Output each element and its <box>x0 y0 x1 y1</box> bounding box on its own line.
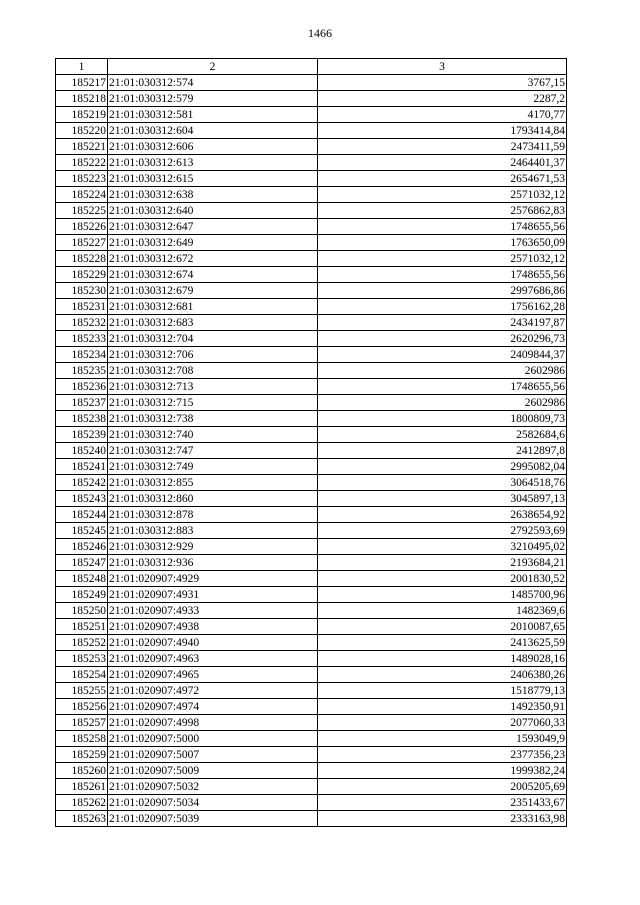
table-row <box>56 747 567 763</box>
cadastral-number-cell: 21:01:030312:740 <box>108 427 318 443</box>
table-row <box>56 443 567 459</box>
value-cell: 2654671,53 <box>318 171 567 187</box>
row-index-cell: 185241 <box>56 459 108 475</box>
table-row <box>56 731 567 747</box>
row-index-cell: 185246 <box>56 539 108 555</box>
value-cell: 2602986 <box>318 395 567 411</box>
cadastral-number-cell: 21:01:030312:883 <box>108 523 318 539</box>
value-cell: 1748655,56 <box>318 219 567 235</box>
cadastral-number-cell: 21:01:020907:4998 <box>108 715 318 731</box>
row-index-cell: 185249 <box>56 587 108 603</box>
value-cell: 1482369,6 <box>318 603 567 619</box>
table-row <box>56 315 567 331</box>
cadastral-number-cell: 21:01:030312:749 <box>108 459 318 475</box>
registry-table <box>55 58 567 827</box>
value-cell: 2406380,26 <box>318 667 567 683</box>
row-index-cell: 185223 <box>56 171 108 187</box>
table-row <box>56 683 567 699</box>
value-cell: 3767,15 <box>318 75 567 91</box>
row-index-cell: 185253 <box>56 651 108 667</box>
table-row <box>56 267 567 283</box>
table-row <box>56 715 567 731</box>
cadastral-number-cell: 21:01:020907:4931 <box>108 587 318 603</box>
page-number: 1466 <box>308 26 332 40</box>
table-row <box>56 603 567 619</box>
cadastral-number-cell: 21:01:030312:640 <box>108 203 318 219</box>
value-cell: 2571032,12 <box>318 187 567 203</box>
value-cell: 1800809,73 <box>318 411 567 427</box>
table-row <box>56 491 567 507</box>
cadastral-number-cell: 21:01:030312:638 <box>108 187 318 203</box>
cadastral-number-cell: 21:01:030312:606 <box>108 139 318 155</box>
row-index-cell: 185237 <box>56 395 108 411</box>
value-cell: 2005205,69 <box>318 779 567 795</box>
cadastral-number-cell: 21:01:030312:936 <box>108 555 318 571</box>
row-index-cell: 185228 <box>56 251 108 267</box>
value-cell: 2412897,8 <box>318 443 567 459</box>
value-cell: 2997686,86 <box>318 283 567 299</box>
table-row <box>56 363 567 379</box>
cadastral-number-cell: 21:01:030312:715 <box>108 395 318 411</box>
column-header-index: 1 <box>56 59 108 75</box>
cadastral-number-cell: 21:01:030312:683 <box>108 315 318 331</box>
cadastral-number-cell: 21:01:030312:679 <box>108 283 318 299</box>
value-cell: 1756162,28 <box>318 299 567 315</box>
cadastral-number-cell: 21:01:020907:5034 <box>108 795 318 811</box>
value-cell: 2582684,6 <box>318 427 567 443</box>
cadastral-number-cell: 21:01:030312:579 <box>108 91 318 107</box>
row-index-cell: 185251 <box>56 619 108 635</box>
value-cell: 1748655,56 <box>318 267 567 283</box>
table-row <box>56 667 567 683</box>
cadastral-number-cell: 21:01:030312:613 <box>108 155 318 171</box>
row-index-cell: 185239 <box>56 427 108 443</box>
cadastral-number-cell: 21:01:020907:5007 <box>108 747 318 763</box>
table-row <box>56 155 567 171</box>
cadastral-number-cell: 21:01:020907:5032 <box>108 779 318 795</box>
value-cell: 2792593,69 <box>318 523 567 539</box>
table-row <box>56 331 567 347</box>
table-row <box>56 427 567 443</box>
table-row <box>56 107 567 123</box>
value-cell: 2333163,98 <box>318 811 567 827</box>
table-row <box>56 75 567 91</box>
value-cell: 1763650,09 <box>318 235 567 251</box>
row-index-cell: 185221 <box>56 139 108 155</box>
cadastral-number-cell: 21:01:020907:4963 <box>108 651 318 667</box>
row-index-cell: 185227 <box>56 235 108 251</box>
table-row <box>56 459 567 475</box>
row-index-cell: 185243 <box>56 491 108 507</box>
table-row <box>56 187 567 203</box>
table-row <box>56 299 567 315</box>
value-cell: 1999382,24 <box>318 763 567 779</box>
value-cell: 1793414,84 <box>318 123 567 139</box>
value-cell: 2434197,87 <box>318 315 567 331</box>
value-cell: 1485700,96 <box>318 587 567 603</box>
value-cell: 2413625,59 <box>318 635 567 651</box>
value-cell: 2193684,21 <box>318 555 567 571</box>
row-index-cell: 185217 <box>56 75 108 91</box>
cadastral-number-cell: 21:01:020907:4938 <box>108 619 318 635</box>
cadastral-number-cell: 21:01:030312:704 <box>108 331 318 347</box>
cadastral-number-cell: 21:01:020907:4933 <box>108 603 318 619</box>
table-row <box>56 555 567 571</box>
table-row <box>56 283 567 299</box>
cadastral-number-cell: 21:01:030312:681 <box>108 299 318 315</box>
table-row <box>56 91 567 107</box>
table-row <box>56 219 567 235</box>
row-index-cell: 185244 <box>56 507 108 523</box>
table-row <box>56 347 567 363</box>
row-index-cell: 185224 <box>56 187 108 203</box>
table-row <box>56 795 567 811</box>
cadastral-number-cell: 21:01:020907:4972 <box>108 683 318 699</box>
row-index-cell: 185250 <box>56 603 108 619</box>
cadastral-number-cell: 21:01:020907:4940 <box>108 635 318 651</box>
table-row <box>56 651 567 667</box>
value-cell: 1492350,91 <box>318 699 567 715</box>
cadastral-number-cell: 21:01:030312:738 <box>108 411 318 427</box>
value-cell: 1593049,9 <box>318 731 567 747</box>
row-index-cell: 185225 <box>56 203 108 219</box>
cadastral-number-cell: 21:01:020907:4929 <box>108 571 318 587</box>
row-index-cell: 185238 <box>56 411 108 427</box>
table-row <box>56 571 567 587</box>
table-row <box>56 139 567 155</box>
row-index-cell: 185255 <box>56 683 108 699</box>
cadastral-number-cell: 21:01:030312:574 <box>108 75 318 91</box>
row-index-cell: 185222 <box>56 155 108 171</box>
table-row <box>56 523 567 539</box>
table-row <box>56 699 567 715</box>
value-cell: 1518779,13 <box>318 683 567 699</box>
table-row <box>56 763 567 779</box>
row-index-cell: 185257 <box>56 715 108 731</box>
table-row <box>56 203 567 219</box>
cadastral-number-cell: 21:01:030312:581 <box>108 107 318 123</box>
row-index-cell: 185254 <box>56 667 108 683</box>
row-index-cell: 185233 <box>56 331 108 347</box>
column-header-value: 3 <box>318 59 567 75</box>
cadastral-number-cell: 21:01:020907:5039 <box>108 811 318 827</box>
table-row <box>56 811 567 827</box>
value-cell: 2473411,59 <box>318 139 567 155</box>
row-index-cell: 185229 <box>56 267 108 283</box>
table-row <box>56 779 567 795</box>
cadastral-number-cell: 21:01:030312:647 <box>108 219 318 235</box>
row-index-cell: 185236 <box>56 379 108 395</box>
table-row <box>56 507 567 523</box>
row-index-cell: 185262 <box>56 795 108 811</box>
row-index-cell: 185231 <box>56 299 108 315</box>
cadastral-number-cell: 21:01:030312:615 <box>108 171 318 187</box>
value-cell: 2351433,67 <box>318 795 567 811</box>
row-index-cell: 185245 <box>56 523 108 539</box>
table-row <box>56 635 567 651</box>
column-header-cadastral-number: 2 <box>108 59 318 75</box>
cadastral-number-cell: 21:01:020907:4965 <box>108 667 318 683</box>
value-cell: 2464401,37 <box>318 155 567 171</box>
table-row <box>56 619 567 635</box>
table-row <box>56 539 567 555</box>
table-row <box>56 587 567 603</box>
row-index-cell: 185242 <box>56 475 108 491</box>
value-cell: 2409844,37 <box>318 347 567 363</box>
row-index-cell: 185240 <box>56 443 108 459</box>
value-cell: 2620296,73 <box>318 331 567 347</box>
value-cell: 2010087,65 <box>318 619 567 635</box>
cadastral-number-cell: 21:01:030312:708 <box>108 363 318 379</box>
cadastral-number-cell: 21:01:030312:747 <box>108 443 318 459</box>
value-cell: 2638654,92 <box>318 507 567 523</box>
cadastral-number-cell: 21:01:030312:713 <box>108 379 318 395</box>
value-cell: 2077060,33 <box>318 715 567 731</box>
row-index-cell: 185219 <box>56 107 108 123</box>
row-index-cell: 185263 <box>56 811 108 827</box>
value-cell: 2571032,12 <box>318 251 567 267</box>
row-index-cell: 185256 <box>56 699 108 715</box>
row-index-cell: 185252 <box>56 635 108 651</box>
row-index-cell: 185220 <box>56 123 108 139</box>
table-row <box>56 395 567 411</box>
table-body <box>56 75 567 827</box>
value-cell: 2287,2 <box>318 91 567 107</box>
table-header-row <box>56 59 567 75</box>
cadastral-number-cell: 21:01:030312:649 <box>108 235 318 251</box>
value-cell: 2602986 <box>318 363 567 379</box>
value-cell: 1748655,56 <box>318 379 567 395</box>
value-cell: 2995082,04 <box>318 459 567 475</box>
value-cell: 2576862,83 <box>318 203 567 219</box>
row-index-cell: 185259 <box>56 747 108 763</box>
cadastral-number-cell: 21:01:030312:929 <box>108 539 318 555</box>
row-index-cell: 185258 <box>56 731 108 747</box>
cadastral-number-cell: 21:01:030312:860 <box>108 491 318 507</box>
cadastral-number-cell: 21:01:020907:5009 <box>108 763 318 779</box>
row-index-cell: 185248 <box>56 571 108 587</box>
table-row <box>56 235 567 251</box>
value-cell: 2001830,52 <box>318 571 567 587</box>
value-cell: 3064518,76 <box>318 475 567 491</box>
row-index-cell: 185230 <box>56 283 108 299</box>
row-index-cell: 185218 <box>56 91 108 107</box>
row-index-cell: 185234 <box>56 347 108 363</box>
cadastral-number-cell: 21:01:030312:855 <box>108 475 318 491</box>
row-index-cell: 185235 <box>56 363 108 379</box>
row-index-cell: 185226 <box>56 219 108 235</box>
value-cell: 2377356,23 <box>318 747 567 763</box>
table-row <box>56 251 567 267</box>
value-cell: 1489028,16 <box>318 651 567 667</box>
cadastral-number-cell: 21:01:030312:672 <box>108 251 318 267</box>
cadastral-number-cell: 21:01:030312:706 <box>108 347 318 363</box>
cadastral-number-cell: 21:01:030312:604 <box>108 123 318 139</box>
row-index-cell: 185260 <box>56 763 108 779</box>
cadastral-number-cell: 21:01:020907:5000 <box>108 731 318 747</box>
table-row <box>56 379 567 395</box>
value-cell: 4170,77 <box>318 107 567 123</box>
value-cell: 3045897,13 <box>318 491 567 507</box>
table-row <box>56 411 567 427</box>
cadastral-number-cell: 21:01:020907:4974 <box>108 699 318 715</box>
value-cell: 3210495,02 <box>318 539 567 555</box>
cadastral-number-cell: 21:01:030312:674 <box>108 267 318 283</box>
table-row <box>56 123 567 139</box>
table-row <box>56 171 567 187</box>
table-row <box>56 475 567 491</box>
row-index-cell: 185247 <box>56 555 108 571</box>
row-index-cell: 185232 <box>56 315 108 331</box>
row-index-cell: 185261 <box>56 779 108 795</box>
cadastral-number-cell: 21:01:030312:878 <box>108 507 318 523</box>
